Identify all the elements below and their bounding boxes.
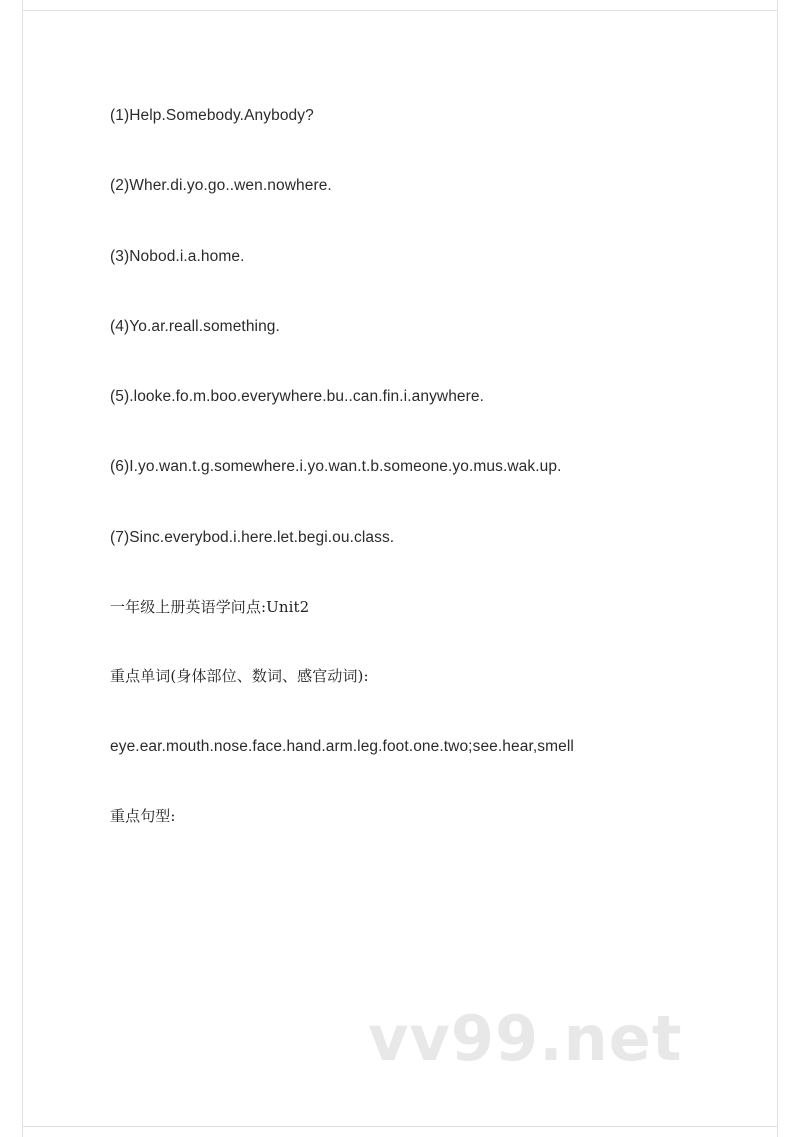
- document-paragraph: (7)Sinc.everybod.i.here.let.begi.ou.class.: [110, 528, 395, 546]
- page-border-bottom: [22, 1126, 778, 1127]
- document-paragraph: (3)Nobod.i.a.home.: [110, 247, 245, 265]
- document-paragraph: (1)Help.Somebody.Anybody?: [110, 107, 314, 124]
- document-subheading-vocabulary: 重点单词(身体部位、数词、感官动词):: [110, 667, 369, 686]
- document-paragraph: (4)Yo.ar.reall.something.: [110, 317, 280, 335]
- document-subheading-sentences: 重点句型:: [110, 807, 176, 825]
- page-border-left: [22, 0, 23, 1137]
- document-paragraph: (6)I.yo.wan.t.g.somewhere.i.yo.wan.t.b.someone.yo.mus.wak.up.: [110, 458, 562, 476]
- watermark: vv99.net: [368, 1002, 683, 1075]
- document-body: [110, 104, 730, 828]
- document-paragraph: (5).looke.fo.m.boo.everywhere.bu..can.fin.i.anywhere.: [110, 388, 485, 405]
- page-border-top: [22, 10, 778, 11]
- document-section-heading: 一年级上册英语学问点:Unit2: [110, 597, 310, 616]
- document-paragraph: (2)Wher.di.yo.go..wen.nowhere.: [110, 177, 332, 195]
- document-vocabulary-list: eye.ear.mouth.nose.face.hand.arm.leg.foot.one.two;see.hear,smell: [110, 737, 574, 755]
- page-border-right: [777, 0, 778, 1137]
